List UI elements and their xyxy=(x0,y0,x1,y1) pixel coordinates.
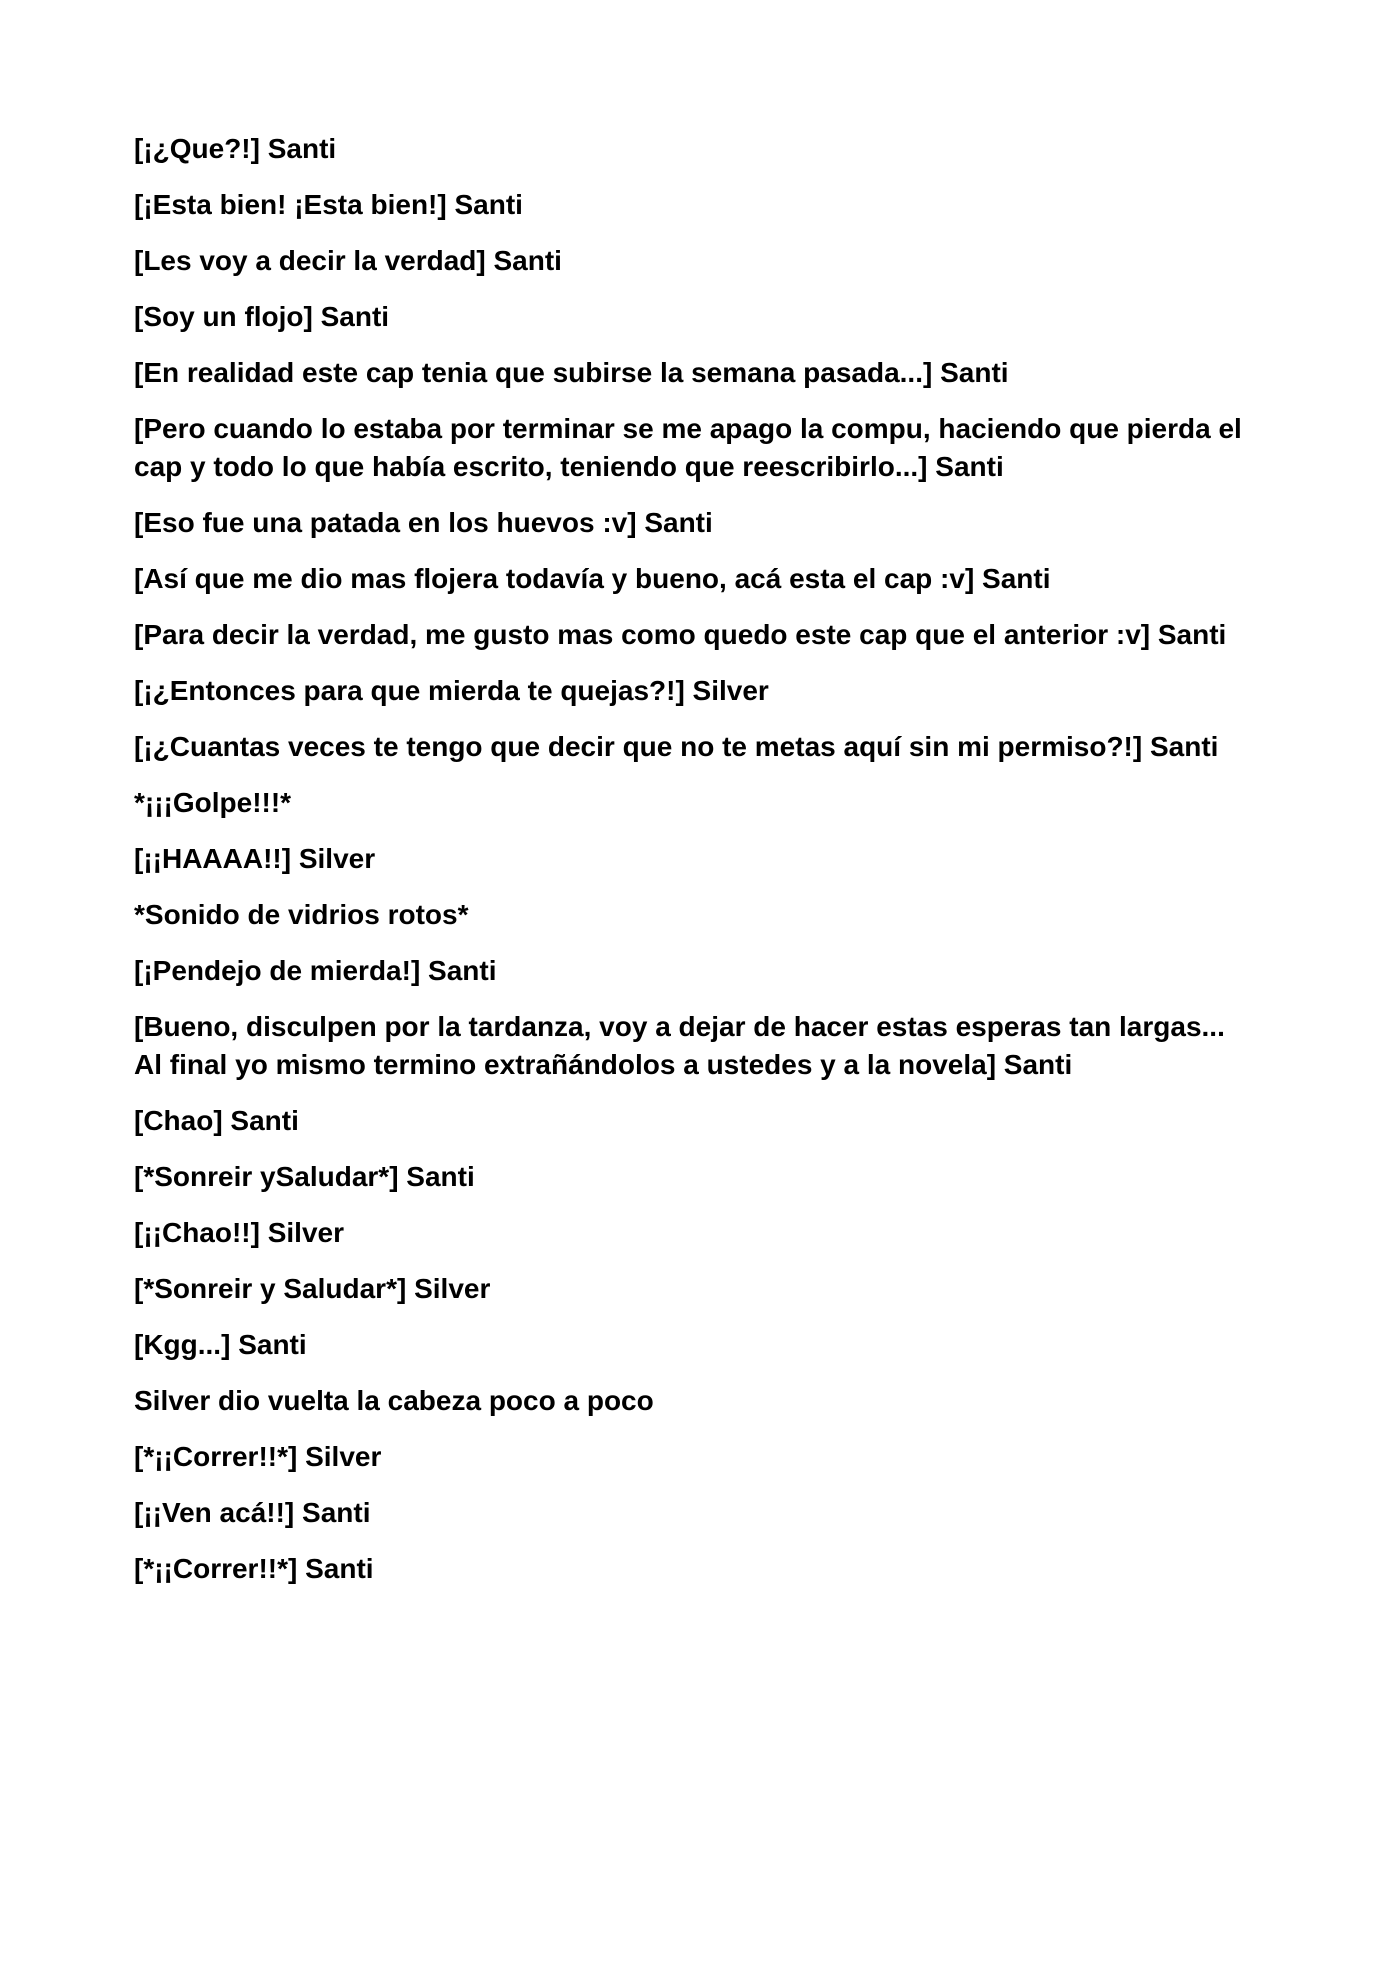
dialogue-line: [*¡¡Correr!!*] Santi xyxy=(134,1553,374,1584)
dialogue-line: [¡Pendejo de mierda!] Santi xyxy=(134,955,497,986)
dialogue-line: [*¡¡Correr!!*] Silver xyxy=(134,1441,382,1472)
dialogue-line: [¡¡Chao!!] Silver xyxy=(134,1217,344,1248)
dialogue-line: [¡¡Ven acá!!] Santi xyxy=(134,1497,371,1528)
dialogue-line: [Soy un flojo] Santi xyxy=(134,301,390,332)
dialogue-line: [Pero cuando lo estaba por terminar se me apago la compu, haciendo que pierda el cap y todo lo que había escrito, teniendo que reescribirlo...] Santi xyxy=(134,413,1242,482)
dialogue-line: [*Sonreir y Saludar*] Silver xyxy=(134,1273,491,1304)
dialogue-line: [En realidad este cap tenia que subirse la semana pasada...] Santi xyxy=(134,357,1009,388)
dialogue-line: [Kgg...] Santi xyxy=(134,1329,307,1360)
dialogue-line: [¡Esta bien! ¡Esta bien!] Santi xyxy=(134,189,523,220)
dialogue-line: [¡¿Entonces para que mierda te quejas?!] Silver xyxy=(134,675,769,706)
dialogue-line: [Bueno, disculpen por la tardanza, voy a dejar de hacer estas esperas tan largas... Al final yo mismo termino extrañándolos a ustedes y a la novela] Santi xyxy=(134,1011,1225,1080)
sound-effect-line: *Sonido de vidrios rotos* xyxy=(134,899,469,930)
narration-line: Silver dio vuelta la cabeza poco a poco xyxy=(134,1385,654,1416)
dialogue-line: [¡¿Cuantas veces te tengo que decir que no te metas aquí sin mi permiso?!] Santi xyxy=(134,731,1219,762)
dialogue-line: [*Sonreir ySaludar*] Santi xyxy=(134,1161,475,1192)
dialogue-line: [Les voy a decir la verdad] Santi xyxy=(134,245,562,276)
dialogue-line: [Para decir la verdad, me gusto mas como quedo este cap que el anterior :v] Santi xyxy=(134,619,1227,650)
sound-effect-line: *¡¡¡Golpe!!!* xyxy=(134,787,292,818)
dialogue-line: [¡¿Que?!] Santi xyxy=(134,133,337,164)
document-body xyxy=(134,130,1274,1606)
dialogue-line: [¡¡HAAAA!!] Silver xyxy=(134,843,376,874)
dialogue-line: [Eso fue una patada en los huevos :v] Santi xyxy=(134,507,713,538)
dialogue-line: [Chao] Santi xyxy=(134,1105,299,1136)
dialogue-line: [Así que me dio mas flojera todavía y bueno, acá esta el cap :v] Santi xyxy=(134,563,1051,594)
